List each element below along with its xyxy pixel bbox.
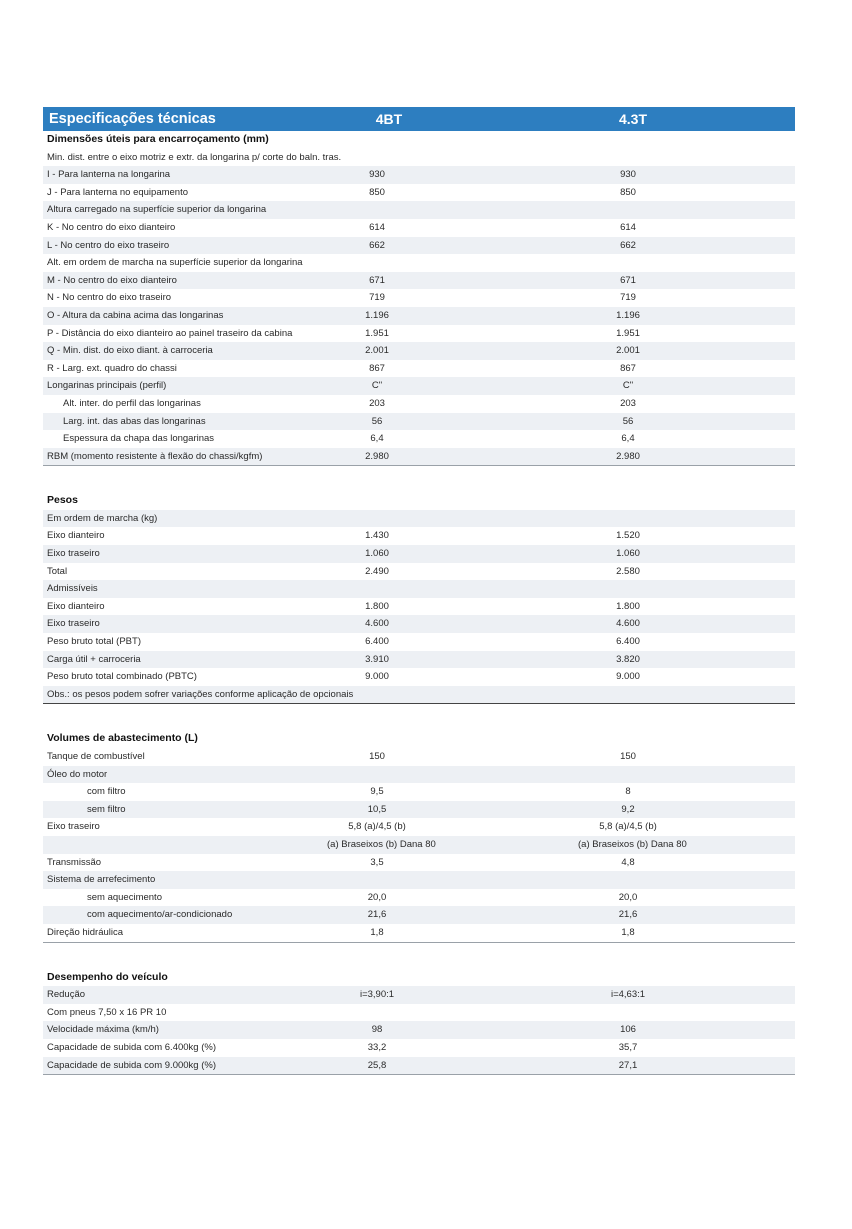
spec-row [43, 430, 795, 448]
spec-value-4bt: 1.800 [365, 600, 389, 612]
section-divider [43, 1074, 795, 1075]
spec-value-4-3t: 35,7 [618, 1041, 638, 1053]
spec-row [43, 615, 795, 633]
spec-row [43, 580, 795, 598]
spec-value-4-3t: 5,8 (a)/4,5 (b) [599, 821, 657, 833]
spec-value-4bt: 1.060 [365, 548, 389, 560]
spec-value-4bt: i=3,90:1 [359, 989, 395, 1001]
spec-value-4-3t: 6.400 [616, 636, 640, 648]
spec-value-4bt: 2.980 [365, 450, 389, 462]
spec-value-4-3t: 930 [620, 169, 636, 181]
spec-value-4-3t: 1,8 [621, 926, 635, 938]
spec-row [43, 289, 795, 307]
spec-label: Espessura da chapa das longarinas [63, 433, 215, 445]
spec-value-4bt: (a) Braseixos (b) Dana 80 [327, 838, 436, 850]
spec-row [43, 166, 795, 184]
spec-label: com filtro [87, 786, 126, 798]
spec-label: Longarinas principais (perfil) [47, 380, 167, 392]
spec-label: J - Para lanterna no equipamento [47, 186, 189, 198]
spec-value-4-3t: 27,1 [618, 1059, 638, 1071]
spec-value-4-3t: 20,0 [618, 891, 638, 903]
spec-label: Eixo traseiro [47, 548, 100, 560]
spec-row [43, 237, 795, 255]
spec-row [43, 413, 795, 431]
spec-value-4-3t: 671 [620, 274, 636, 286]
spec-value-4-3t: 867 [620, 362, 636, 374]
spec-row [43, 854, 795, 872]
spec-value-4bt: 98 [371, 1024, 383, 1036]
spec-value-4bt: 21,6 [367, 909, 387, 921]
spec-value-4bt: 203 [369, 397, 385, 409]
spec-value-4bt: 5,8 (a)/4,5 (b) [348, 821, 406, 833]
spec-row [43, 219, 795, 237]
spec-section [43, 131, 795, 466]
spec-label: Sistema de arrefecimento [47, 874, 156, 886]
spec-row [43, 201, 795, 219]
spec-label: Larg. int. das abas das longarinas [63, 415, 206, 427]
spec-row [43, 448, 795, 466]
spec-value-4-3t: 21,6 [618, 909, 638, 921]
spec-value-4-3t: 1.520 [616, 530, 640, 542]
spec-label: Em ordem de marcha (kg) [47, 512, 158, 524]
spec-value-4bt: 9,5 [370, 786, 384, 798]
spec-label: com aquecimento/ar-condicionado [87, 909, 233, 921]
spec-value-4-3t: 662 [620, 239, 636, 251]
spec-value-4bt: 671 [369, 274, 385, 286]
spec-row [43, 633, 795, 651]
spec-row [43, 563, 795, 581]
spec-section [43, 730, 795, 942]
spec-label: K - No centro do eixo dianteiro [47, 221, 176, 233]
table-header [43, 107, 795, 131]
spec-label: Alt. em ordem de marcha na superfície superior da longarina [47, 257, 303, 269]
spec-value-4-3t: 2.580 [616, 565, 640, 577]
section-divider [43, 465, 795, 466]
spec-row [43, 924, 795, 942]
table-title: Especificações técnicas [49, 111, 216, 127]
spec-value-4bt: 2.490 [365, 565, 389, 577]
spec-label: Eixo dianteiro [47, 530, 105, 542]
spec-row [43, 377, 795, 395]
spec-row [43, 1057, 795, 1075]
spec-label: RBM (momento resistente à flexão do chassi/kgfm) [47, 450, 263, 462]
spec-row [43, 1021, 795, 1039]
spec-value-4-3t: 9,2 [621, 803, 635, 815]
spec-row [43, 783, 795, 801]
spec-label: sem filtro [87, 803, 126, 815]
spec-label: Obs.: os pesos podem sofrer variações conforme aplicação de opcionais [47, 688, 354, 700]
spec-row [43, 342, 795, 360]
spec-row [43, 818, 795, 836]
spec-value-4-3t: 56 [622, 415, 634, 427]
spec-value-4-3t: 1.196 [616, 309, 640, 321]
section-title: Pesos [47, 494, 78, 507]
spec-label: R - Larg. ext. quadro do chassi [47, 362, 177, 374]
spec-section [43, 969, 795, 1076]
spec-row [43, 766, 795, 784]
spec-value-4bt: 33,2 [367, 1041, 387, 1053]
spec-label: Com pneus 7,50 x 16 PR 10 [47, 1006, 167, 1018]
spec-row [43, 510, 795, 528]
spec-value-4-3t: 2.980 [616, 450, 640, 462]
spec-value-4bt: 614 [369, 221, 385, 233]
spec-value-4-3t: 1.800 [616, 600, 640, 612]
spec-value-4-3t: C" [622, 380, 634, 392]
spec-value-4-3t: 3.820 [616, 653, 640, 665]
spec-label: Direção hidráulica [47, 926, 124, 938]
spec-value-4-3t: 719 [620, 292, 636, 304]
spec-value-4-3t: i=4,63:1 [610, 989, 646, 1001]
spec-row [43, 836, 795, 854]
spec-value-4-3t: 150 [620, 751, 636, 762]
spec-row [43, 668, 795, 686]
spec-value-4-3t: 1.951 [616, 327, 640, 339]
spec-label: L - No centro do eixo traseiro [47, 239, 170, 251]
spec-value-4-3t: 6,4 [621, 433, 635, 445]
spec-label: O - Altura da cabina acima das longarinas [47, 309, 224, 321]
spec-value-4-3t: 8 [625, 786, 631, 798]
spec-label: Eixo traseiro [47, 821, 100, 833]
spec-value-4bt: 662 [369, 239, 385, 251]
spec-value-4bt: 6.400 [365, 636, 389, 648]
spec-value-4bt: 150 [369, 751, 385, 762]
spec-row [43, 307, 795, 325]
spec-value-4bt: 1.430 [365, 530, 389, 542]
spec-label: Admissíveis [47, 583, 98, 595]
spec-label: Q - Min. dist. do eixo diant. à carroceria [47, 345, 213, 357]
spec-label: Carga útil + carroceria [47, 653, 141, 665]
spec-value-4bt: 25,8 [367, 1059, 387, 1071]
spec-value-4bt: 850 [369, 186, 385, 198]
spec-value-4bt: 719 [369, 292, 385, 304]
spec-label: Peso bruto total (PBT) [47, 636, 141, 648]
spec-value-4-3t: 4.600 [616, 618, 640, 630]
spec-value-4bt: 3.910 [365, 653, 389, 665]
section-divider [43, 703, 795, 704]
spec-label: Capacidade de subida com 6.400kg (%) [47, 1041, 216, 1053]
spec-value-4bt: C" [371, 380, 383, 392]
spec-label: N - No centro do eixo traseiro [47, 292, 172, 304]
spec-row [43, 527, 795, 545]
spec-row [43, 272, 795, 290]
section-title: Desempenho do veículo [47, 970, 168, 983]
spec-value-4bt: 1,8 [370, 926, 384, 938]
spec-value-4bt: 6,4 [370, 433, 384, 445]
section-title: Dimensões úteis para encarroçamento (mm) [47, 133, 269, 145]
spec-value-4-3t: 1.060 [616, 548, 640, 560]
spec-row [43, 325, 795, 343]
spec-value-4bt: 4.600 [365, 618, 389, 630]
spec-value-4bt: 1.951 [365, 327, 389, 339]
spec-label: Velocidade máxima (km/h) [47, 1024, 159, 1036]
spec-section [43, 492, 795, 704]
spec-row [43, 889, 795, 907]
spec-label: Óleo do motor [47, 768, 108, 780]
spec-label: Min. dist. entre o eixo motriz e extr. da longarina p/ corte do baln. tras. [47, 151, 342, 163]
spec-value-4-3t: 203 [620, 397, 636, 409]
spec-row [43, 686, 795, 704]
spec-row [43, 598, 795, 616]
spec-label: Redução [47, 989, 86, 1001]
spec-value-4-3t: 106 [620, 1024, 636, 1036]
spec-label: I - Para lanterna na longarina [47, 169, 171, 181]
spec-value-4-3t: 850 [620, 186, 636, 198]
spec-label: Peso bruto total combinado (PBTC) [47, 671, 197, 683]
spec-value-4bt: 1.196 [365, 309, 389, 321]
spec-label: Total [47, 565, 68, 577]
spec-row [43, 651, 795, 669]
spec-value-4-3t: 9.000 [616, 671, 640, 683]
spec-value-4bt: 56 [371, 415, 383, 427]
section-title: Volumes de abastecimento (L) [47, 732, 198, 745]
spec-row [43, 748, 795, 766]
spec-label: Alt. inter. do perfil das longarinas [63, 397, 201, 409]
spec-sections [43, 131, 795, 1075]
spec-label: P - Distância do eixo dianteiro ao painel traseiro da cabina [47, 327, 293, 339]
spec-value-4bt: 867 [369, 362, 385, 374]
spec-row [43, 986, 795, 1004]
spec-value-4-3t: 2.001 [616, 345, 640, 357]
spec-value-4bt: 3,5 [370, 856, 384, 868]
spec-value-4bt: 2.001 [365, 345, 389, 357]
spec-label: sem aquecimento [87, 891, 162, 903]
spec-row [43, 906, 795, 924]
spec-sheet [43, 107, 795, 1075]
spec-label: Transmissão [47, 856, 102, 868]
spec-row [43, 149, 795, 167]
spec-value-4bt: 930 [369, 169, 385, 181]
spec-label: Altura carregado na superfície superior da longarina [47, 204, 267, 216]
spec-value-4bt: 20,0 [367, 891, 387, 903]
column-header-4bt: 4BT [375, 111, 403, 127]
spec-row [43, 801, 795, 819]
spec-label: Eixo traseiro [47, 618, 100, 630]
spec-label: Eixo dianteiro [47, 600, 105, 612]
spec-row [43, 1004, 795, 1022]
spec-row [43, 254, 795, 272]
spec-row [43, 545, 795, 563]
spec-row [43, 360, 795, 378]
spec-row [43, 184, 795, 202]
spec-label: Tanque de combustível [47, 751, 145, 762]
section-divider [43, 942, 795, 943]
spec-value-4-3t: 4,8 [621, 856, 635, 868]
column-header-4-3t: 4.3T [618, 111, 647, 127]
spec-row [43, 871, 795, 889]
spec-value-4bt: 10,5 [367, 803, 387, 815]
spec-row [43, 395, 795, 413]
spec-label: Capacidade de subida com 9.000kg (%) [47, 1059, 216, 1071]
spec-value-4-3t: 614 [620, 221, 636, 233]
spec-label: M - No centro do eixo dianteiro [47, 274, 177, 286]
spec-value-4-3t: (a) Braseixos (b) Dana 80 [578, 838, 687, 850]
spec-value-4bt: 9.000 [365, 671, 389, 683]
spec-row [43, 1039, 795, 1057]
